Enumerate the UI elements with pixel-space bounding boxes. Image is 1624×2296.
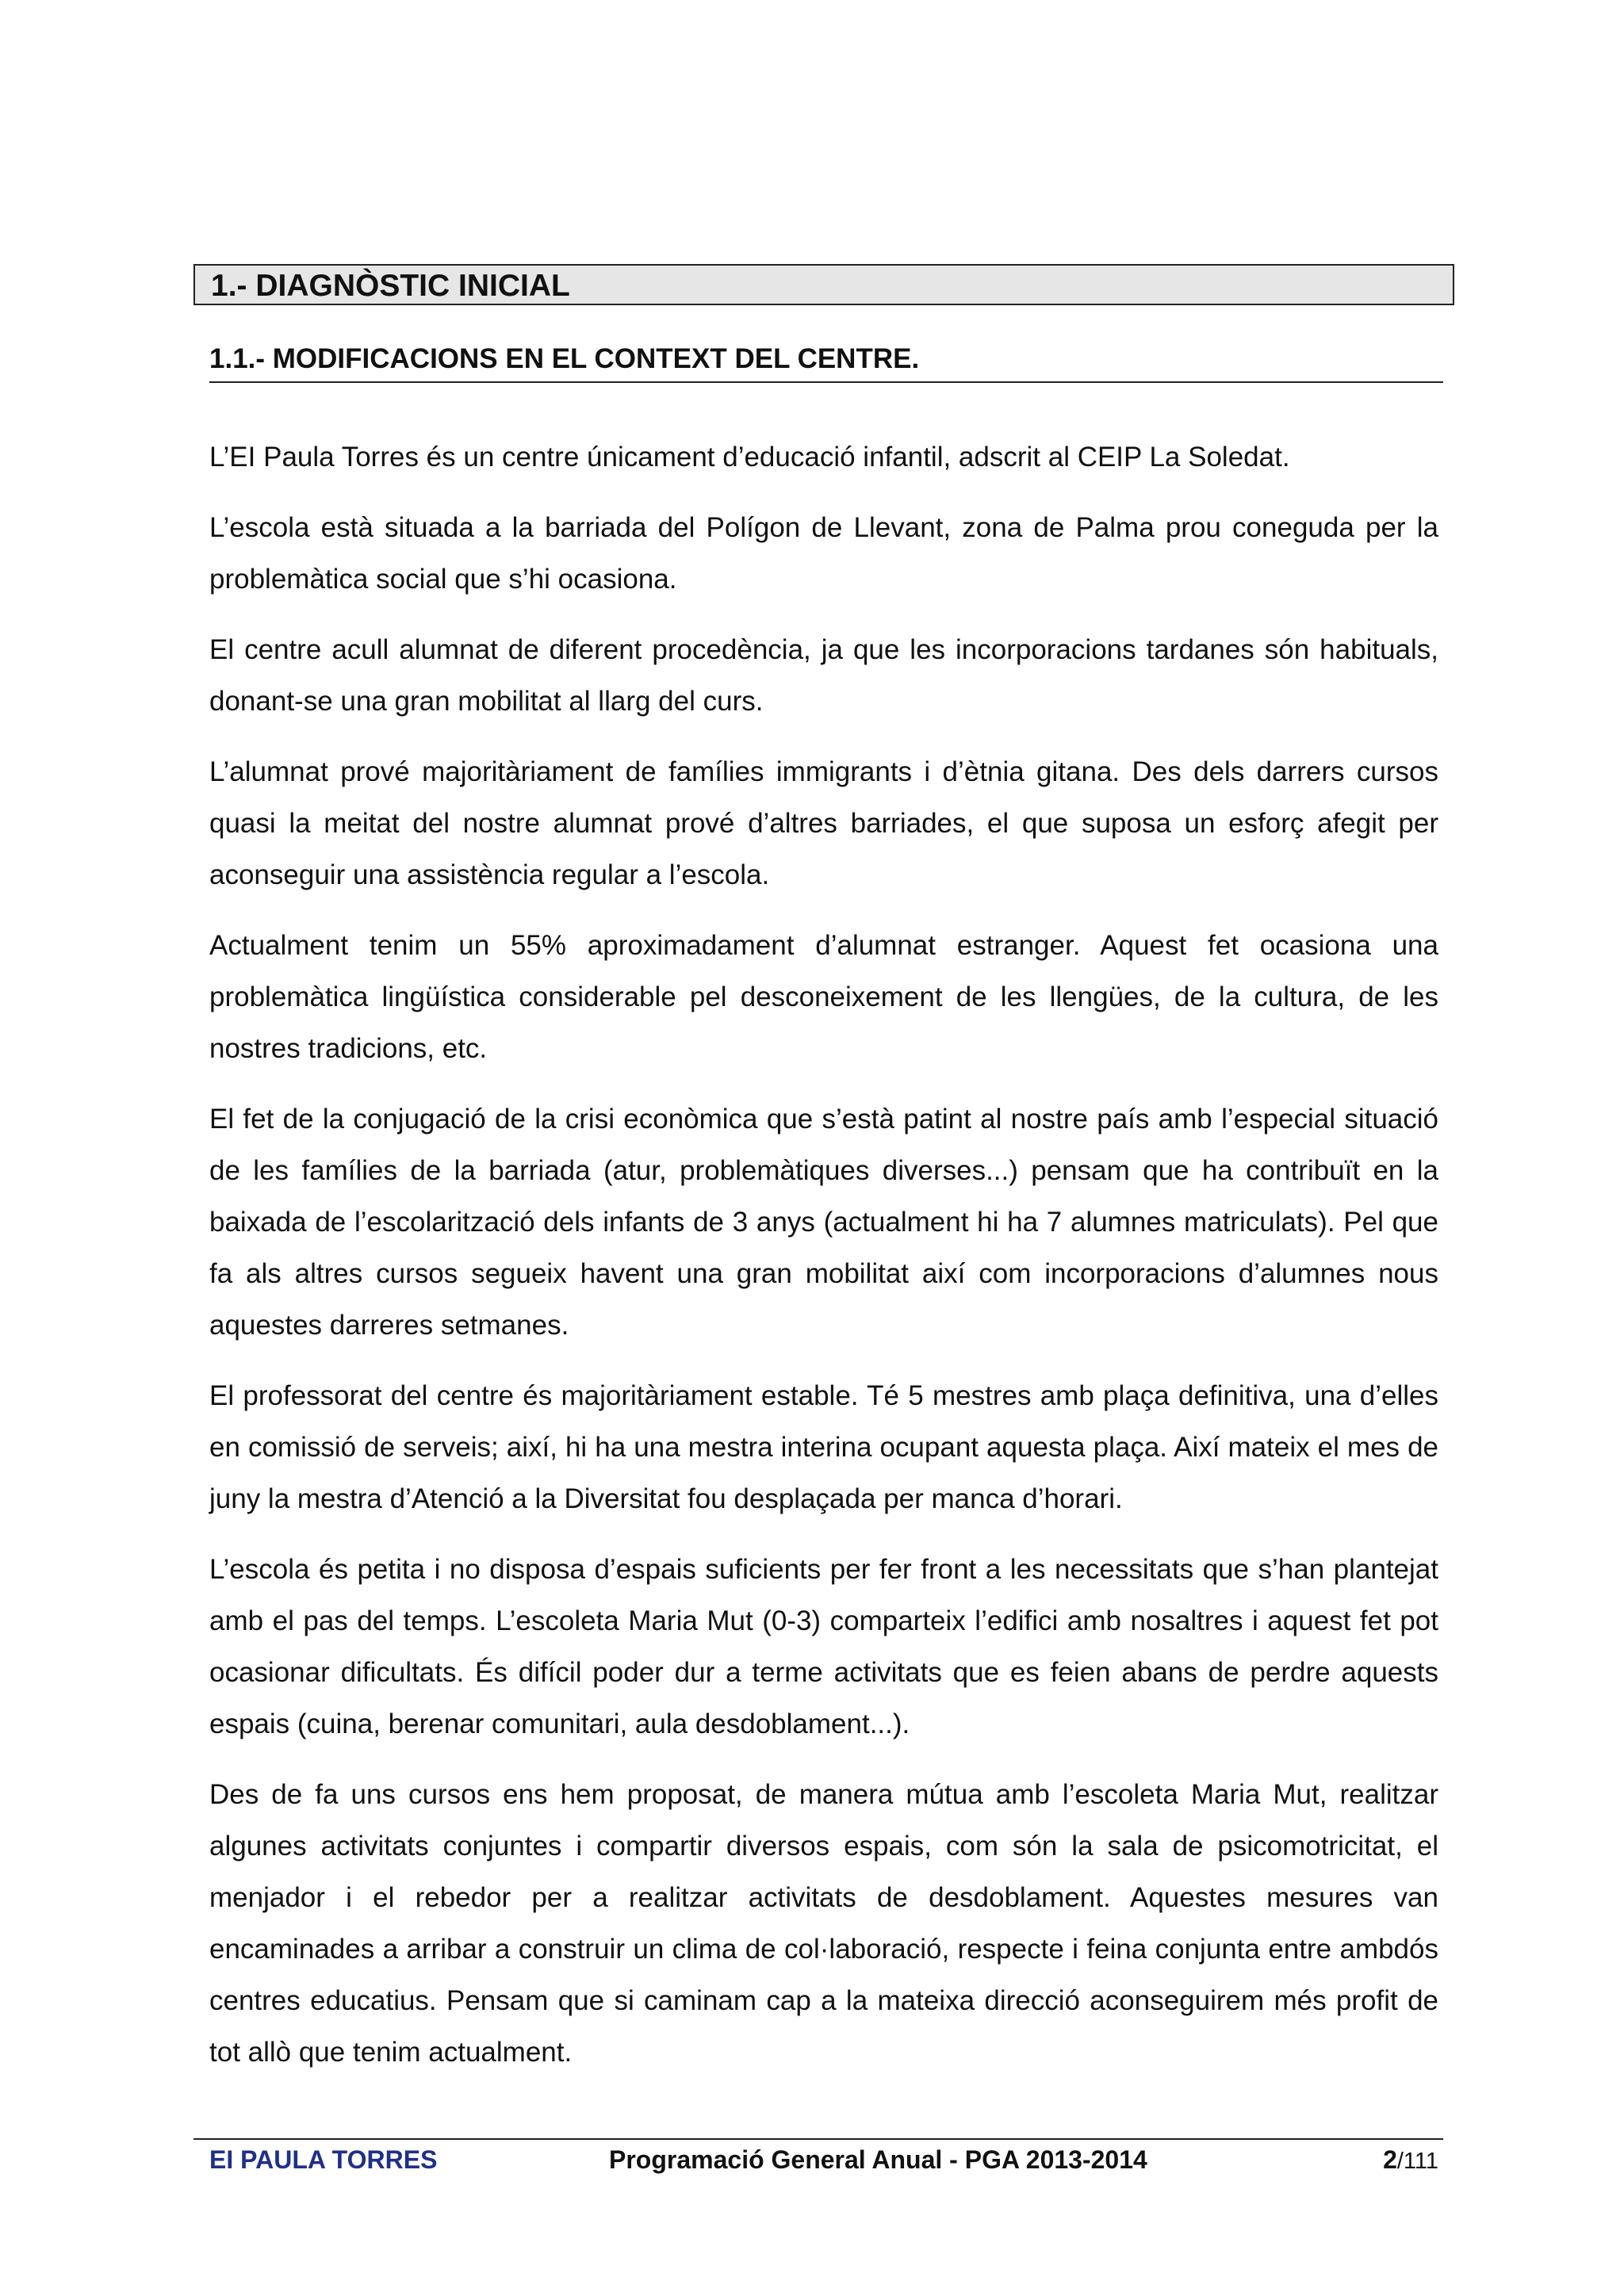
body-text xyxy=(209,431,1438,2078)
section-title: 1.- DIAGNÒSTIC INICIAL xyxy=(211,269,570,303)
paragraph: Des de fa uns cursos ens hem proposat, de manera mútua amb l’escoleta Maria Mut, realitzar algunes activitats conjuntes i compartir diversos espais, com són la sala de psicomotricitat, el menjador i el rebedor per a realitzar activitats de desdoblament. Aquestes mesures van encaminades a arribar a construir un clima de col·laboració, respecte i feina conjunta entre ambdós centres educatius. Pensam que si caminam cap a la mateixa direcció aconseguirem més profit de tot allò que tenim actualment. xyxy=(209,1779,1438,2068)
subsection-divider xyxy=(209,381,1443,383)
page-current: 2 xyxy=(1383,2145,1397,2174)
footer-divider xyxy=(193,2138,1443,2140)
paragraph: L’EI Paula Torres és un centre únicament d’educació infantil, adscrit al CEIP La Soledat. xyxy=(209,442,1290,473)
paragraph: L’escola és petita i no disposa d’espais suficients per fer front a les necessitats que s’han plantejat amb el pas del temps. L’escoleta Maria Mut (0-3) comparteix l’edifici amb nosaltres i aquest fet pot ocasionar dificultats. És difícil poder dur a terme activitats que es feien abans de perdre aquests espais (cuina, berenar comunitari, aula desdoblament...). xyxy=(209,1554,1438,1739)
subsection-title: 1.1.- MODIFICACIONS EN EL CONTEXT DEL CENTRE. xyxy=(209,343,920,374)
paragraph: El professorat del centre és majoritàriament estable. Té 5 mestres amb plaça definitiva, una d’elles en comissió de serveis; així, hi ha una mestra interina ocupant aquesta plaça. Així mateix el mes de juny la mestra d’Atenció a la Diversitat fou desplaçada per manca d’horari. xyxy=(209,1380,1438,1514)
section-heading-box xyxy=(193,264,1454,305)
footer-school-name: EI PAULA TORRES xyxy=(209,2145,438,2174)
paragraph: El centre acull alumnat de diferent procedència, ja que les incorporacions tardanes són habituals, donant-se una gran mobilitat al llarg del curs. xyxy=(209,634,1438,717)
footer-page-number xyxy=(1383,2142,1438,2179)
page-footer xyxy=(209,2142,1438,2177)
paragraph: L’escola està situada a la barriada del Polígon de Llevant, zona de Palma prou coneguda per la problemàtica social que s’hi ocasiona. xyxy=(209,512,1438,595)
paragraph: L’alumnat prové majoritàriament de famílies immigrants i d’ètnia gitana. Des dels darrers cursos quasi la meitat del nostre alumnat prové d’altres barriades, el que suposa un esforç afegit per aconseguir una assistència regular a l’escola. xyxy=(209,756,1438,890)
paragraph: Actualment tenim un 55% aproximadament d’alumnat estranger. Aquest fet ocasiona una problemàtica lingüística considerable pel desconeixement de les llengües, de la cultura, de les nostres tradicions, etc. xyxy=(209,930,1438,1064)
page-total: /111 xyxy=(1396,2149,1438,2174)
paragraph: El fet de la conjugació de la crisi econòmica que s’està patint al nostre país amb l’especial situació de les famílies de la barriada (atur, problemàtiques diverses...) pensam que ha contribuït en la baixada de l’escolarització dels infants de 3 anys (actualment hi ha 7 alumnes matriculats). Pel que fa als altres cursos segueix havent una gran mobilitat així com incorporacions d’alumnes nous aquestes darreres setmanes. xyxy=(209,1104,1438,1341)
footer-document-title: Programació General Anual - PGA 2013-2014 xyxy=(609,2145,1147,2174)
